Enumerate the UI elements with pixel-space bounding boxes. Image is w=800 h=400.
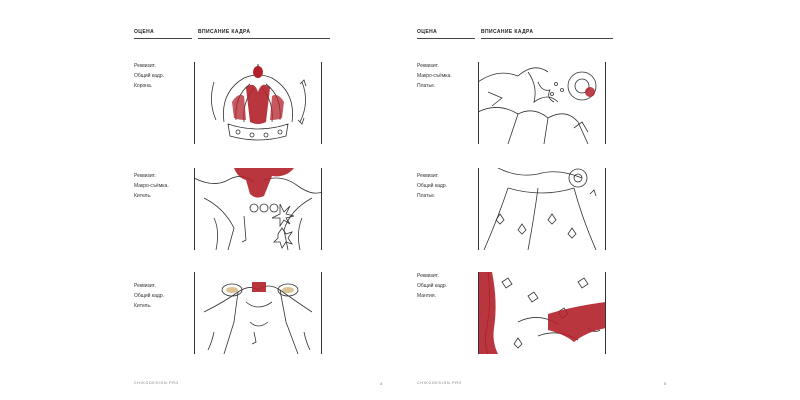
page-number: 4 (380, 381, 383, 386)
shot-notes-2: Реквизит. Общий кадр. Платье. (417, 173, 448, 199)
shot-notes-2: Реквизит. Макро-съёмка. Китель. (134, 173, 169, 199)
jacket-macro-sketch (194, 168, 322, 250)
storyboard-frame-dress-macro (478, 62, 606, 144)
header-rule-rating (417, 38, 475, 39)
shot-notes-3: Реквизит. Общий кадр. Китель. (134, 283, 165, 309)
column-header-rating: ОЦЕНА (417, 29, 438, 35)
page-number: 5 (664, 381, 667, 386)
shot-notes-1: Реквизит. Макро-съёмка. Платье. (417, 63, 452, 89)
dress-wide-sketch (478, 168, 606, 250)
footer-site: CHIKODESIGN.PRO (134, 381, 180, 385)
page-right (400, 0, 800, 400)
shot-notes-1: Реквизит. Общий кадр. Корона. (134, 63, 165, 89)
mantle-sketch (478, 272, 606, 354)
header-rule-description (198, 38, 330, 39)
shot-notes-3: Реквизит. Общий кадр. Мантия. (417, 273, 448, 299)
dress-macro-sketch (478, 62, 606, 144)
footer-site: CHIKODESIGN.PRO (417, 381, 463, 385)
storyboard-frame-crown (194, 62, 322, 144)
header-rule-description (481, 38, 613, 39)
column-header-description: ВПИСАНИЕ КАДРА (198, 29, 251, 35)
storyboard-frame-jacket-macro (194, 168, 322, 250)
column-header-rating: ОЦЕНА (134, 29, 155, 35)
storyboard-frame-dress-wide (478, 168, 606, 250)
storyboard-frame-mantle (478, 272, 606, 354)
storyboard-frame-jacket-wide (194, 272, 322, 354)
header-rule-rating (134, 38, 192, 39)
column-header-description: ВПИСАНИЕ КАДРА (481, 29, 534, 35)
jacket-wide-sketch (194, 272, 322, 354)
crown-sketch (194, 62, 322, 144)
